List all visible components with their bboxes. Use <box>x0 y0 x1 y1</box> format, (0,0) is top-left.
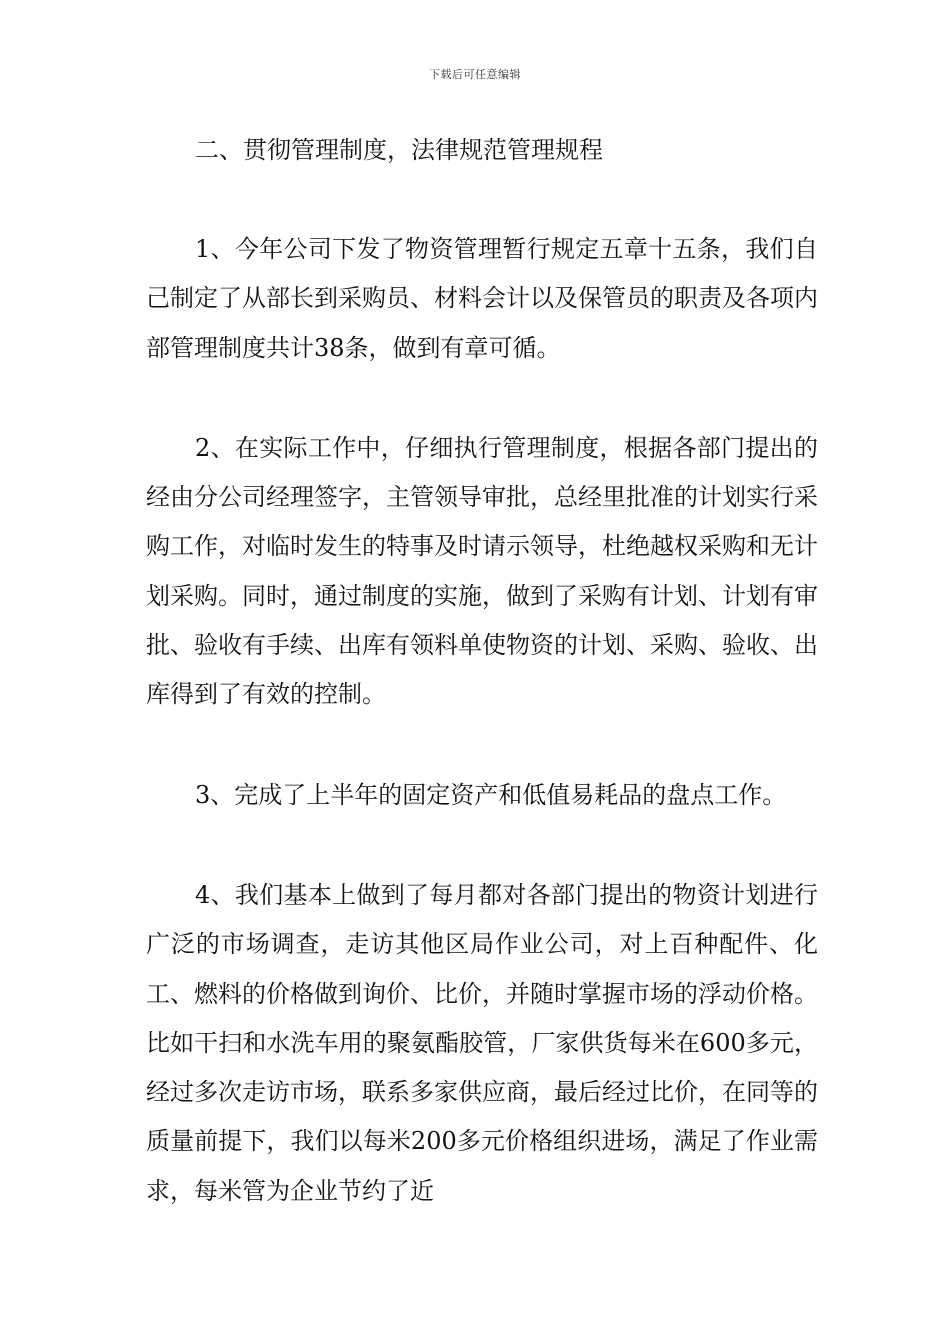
header-note: 下载后可任意编辑 <box>429 68 521 81</box>
paragraph-3: 3、完成了上半年的固定资产和低值易耗品的盘点工作。 <box>195 780 787 809</box>
section-heading: 二、贯彻管理制度，法律规范管理规程 <box>195 136 603 164</box>
spacer <box>146 373 818 424</box>
paragraph-2: 2、在实际工作中，仔细执行管理制度，根据各部门提出的经由分公司经理签字，主管领导审批，总经里批准的计划实行采购工作，对临时发生的特事及时请示领导，杜绝越权采购和无计划采购。同时，通过制度的实施，做到了采购有计划、计划有审批、验收有手续、出库有领料单使物资的计划、采购、验收、出库得到了有效的控制。 <box>146 433 818 709</box>
spacer <box>146 173 818 225</box>
paragraph-1: 1、今年公司下发了物资管理暂行规定五章十五条，我们自己制定了从部长到采购员、材料会计以及保管员的职责及各项内部管理制度共计38条，做到有章可循。 <box>146 235 818 362</box>
paragraph-4: 4、我们基本上做到了每月都对各部门提出的物资计划进行广泛的市场调查，走访其他区局作业公司，对上百种配件、化工、燃料的价格做到询价、比价，并随时掌握市场的浮动价格。比如干扫和水洗车用的聚氨酯胶管，厂家供货每米在600多元，经过多次走访市场，联系多家供应商，最后经过比价，在同等的质量前提下，我们以每米200多元价格组织进场，满足了作业需求，每米管为企业节约了近 <box>146 880 818 1205</box>
spacer <box>146 720 818 771</box>
document-body <box>146 127 818 1216</box>
spacer <box>146 820 818 871</box>
